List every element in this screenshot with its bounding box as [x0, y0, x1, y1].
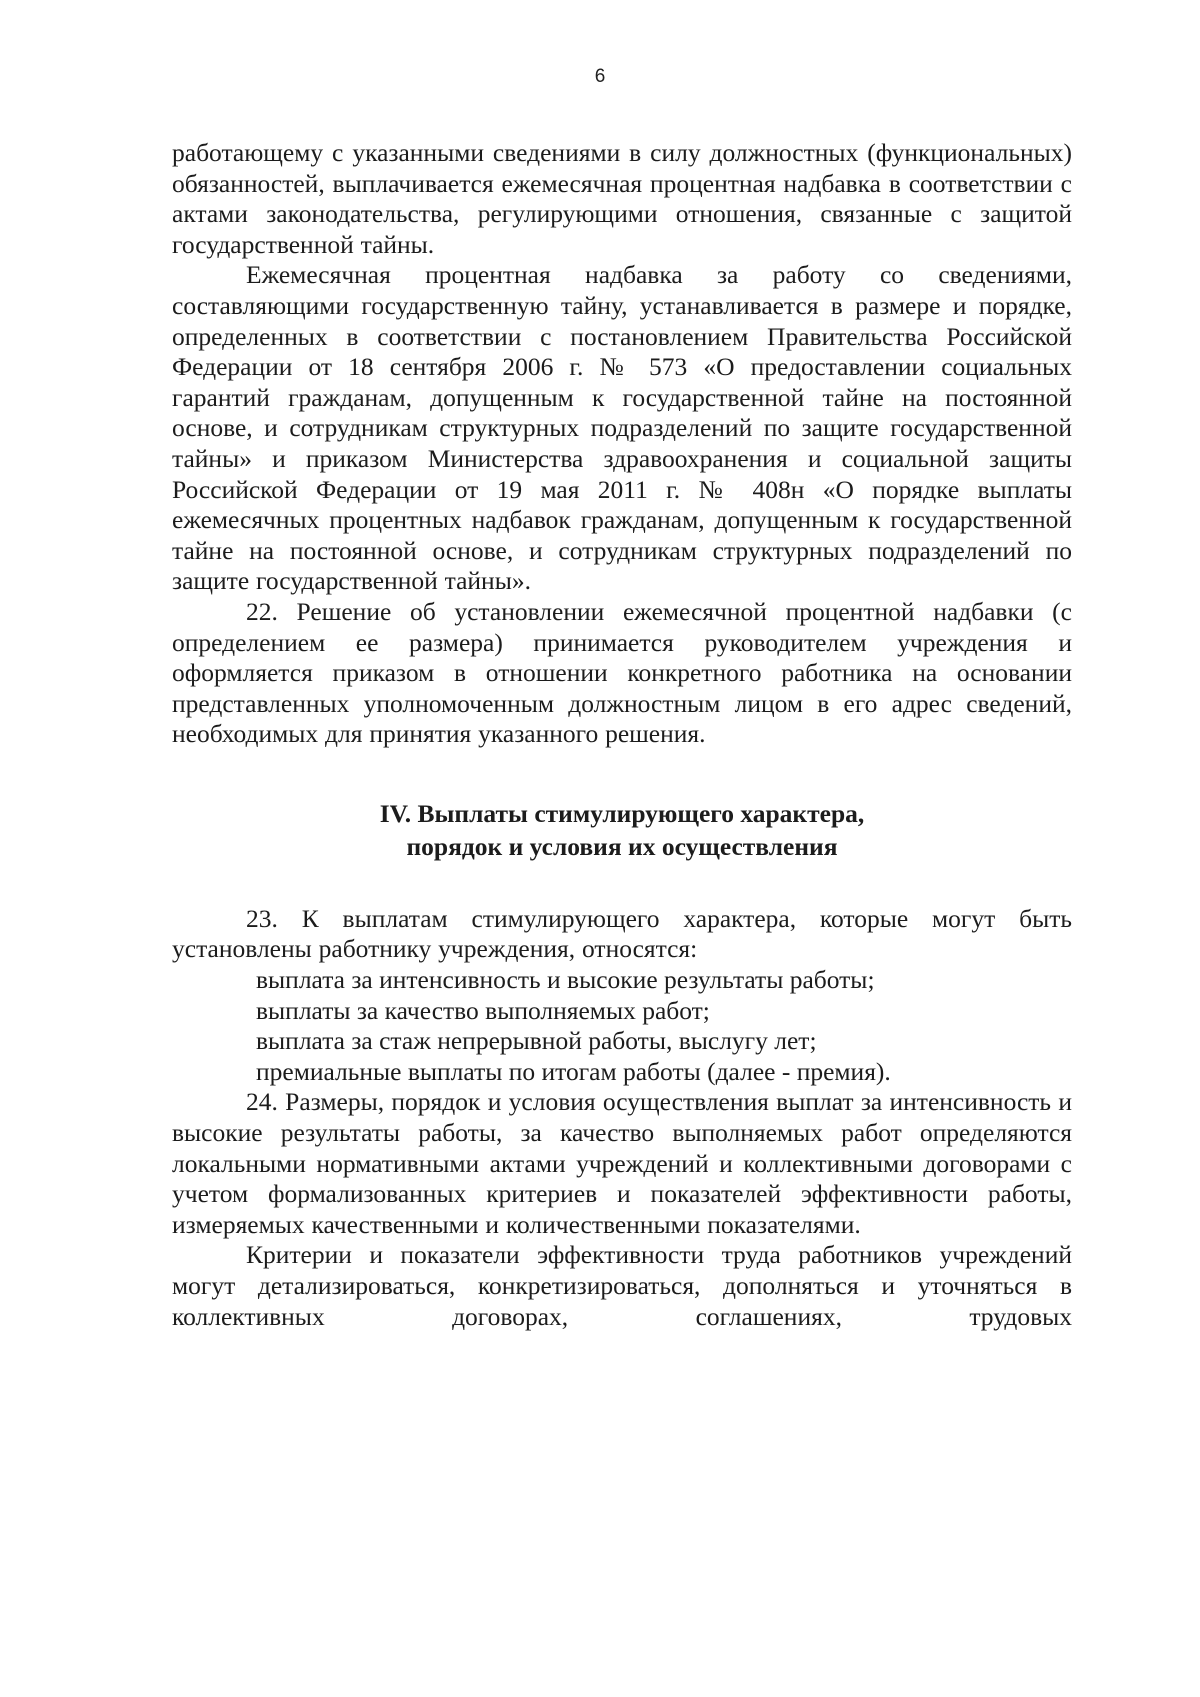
paragraph-criteria: Критерии и показатели эффективности труда работников учреждений могут детализироваться, конкретизироваться, дополняться и уточняться в коллективных договорах, соглашениях, трудовых [172, 1240, 1072, 1331]
list-item-seniority: выплата за стаж непрерывной работы, выслугу лет; [256, 1026, 817, 1056]
paragraph-24: 24. Размеры, порядок и условия осуществления выплат за интенсивность и высокие результаты работы, за качество выполняемых работ определяются локальными нормативными актами учреждений и коллективными договорами с учетом формализованных критериев и показателей эффективности работы, измеряемых качественными и количественными показателями. [172, 1087, 1072, 1239]
paragraph-monthly-bonus: Ежемесячная процентная надбавка за работу со сведениями, составляющими государственную тайну, устанавливается в размере и порядке, определенных в соответствии с постановлением Правительства Российской Федерации от 18 сентября 2006 г. № 573 «О предоставлении социальных гарантий гражданам, допущенным к государственной тайне на постоянной основе, и сотрудникам структурных подразделений по защите государственной тайны» и приказом Министерства здравоохранения и социальной защиты Российской Федерации от 19 мая 2011 г. № 408н «О порядке выплаты ежемесячных процентных надбавок гражданам, допущенным к государственной тайне на постоянной основе, и сотрудникам структурных подразделений по защите государственной тайны». [172, 260, 1072, 596]
paragraph-continuation: работающему с указанными сведениями в силу должностных (функциональных) обязанностей, выплачивается ежемесячная процентная надбавка в соответствии с актами законодательства, регулирующими отношения, связанные с защитой государственной тайны. [172, 138, 1072, 259]
paragraph-23: 23. К выплатам стимулирующего характера, которые могут быть установлены работнику учреждения, относятся: [172, 903, 1072, 964]
paragraph-22: 22. Решение об установлении ежемесячной процентной надбавки (с определением ее размера) принимается руководителем учреждения и оформляется приказом в отношении конкретного работника на основании представленных уполномоченным должностным лицом в его адрес сведений, необходимых для принятия указанного решения. [172, 596, 1072, 749]
section-title [172, 797, 1072, 863]
list-item-bonus: премиальные выплаты по итогам работы (далее - премия). [256, 1056, 891, 1086]
list-item-intensity: выплата за интенсивность и высокие результаты работы; [256, 965, 875, 995]
list-item-quality: выплаты за качество выполняемых работ; [256, 995, 710, 1025]
page-number: 6 [594, 66, 606, 87]
page-content [172, 138, 1072, 1332]
section-title-line-2: порядок и условия их осуществления [406, 831, 838, 861]
section-title-line-1: IV. Выплаты стимулирующего характера, [379, 798, 865, 828]
